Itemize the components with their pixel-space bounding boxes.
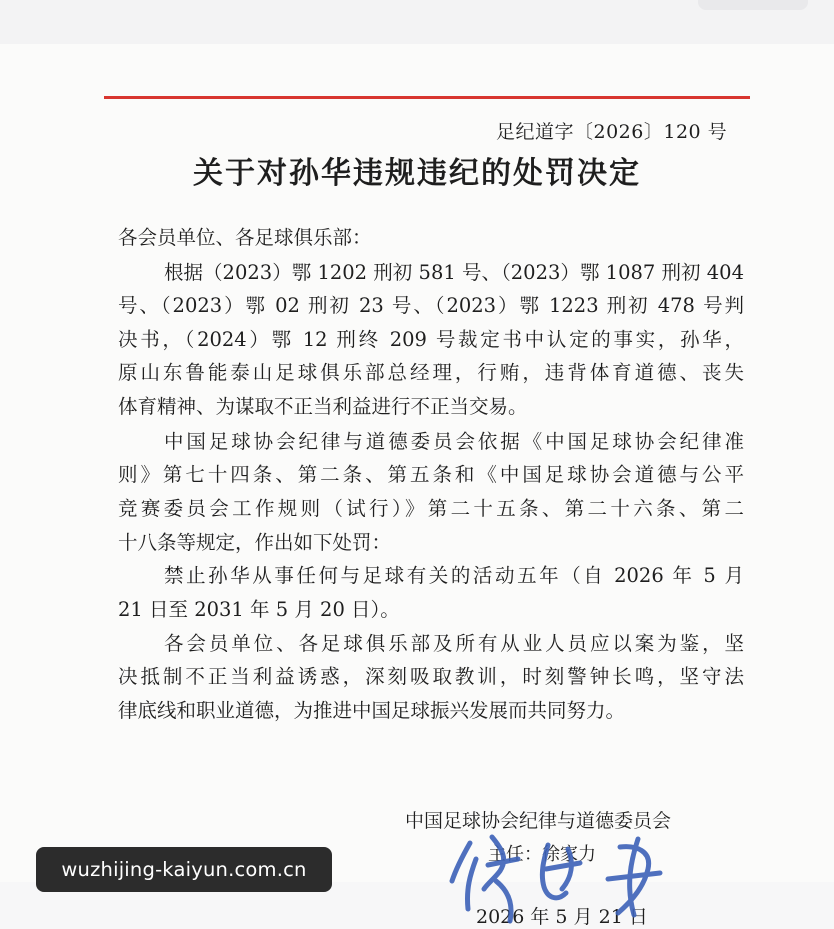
document-title: 关于对孙华违规违纪的处罚决定 xyxy=(193,156,641,191)
watermark-badge xyxy=(36,847,332,892)
body-line: 十八条等规定，作出如下处罚： xyxy=(118,531,392,554)
body-line: 则》第七十四条、第二条、第五条和《中国足球协会道德与公平 xyxy=(118,463,744,486)
body-line: 体育精神、为谋取不正当利益进行不正当交易。 xyxy=(118,395,528,418)
document-page xyxy=(0,44,834,928)
body-line: 竞赛委员会工作规则（试行）》第二十五条、第二十六条、第二 xyxy=(118,497,744,520)
body-line: 中国足球协会纪律与道德委员会依据《中国足球协会纪律准 xyxy=(164,430,744,453)
body-line: 决抵制不正当利益诱惑，深刻吸取教训，时刻警钟长鸣，坚守法 xyxy=(118,665,744,688)
salutation: 各会员单位、各足球俱乐部： xyxy=(118,226,372,249)
top-bar xyxy=(0,0,834,44)
signature-date: 2026 年 5 月 21 日 xyxy=(476,906,648,928)
watermark-text: wuzhijing-kaiyun.com.cn xyxy=(61,858,307,881)
body-line: 21 日至 2031 年 5 月 20 日）。 xyxy=(118,598,400,621)
body-line: 禁止孙华从事任何与足球有关的活动五年（自 2026 年 5 月 xyxy=(164,564,744,587)
document-number: 足纪道字〔2026〕120 号 xyxy=(496,121,728,143)
body-line: 原山东鲁能泰山足球俱乐部总经理，行贿，违背体育道德、丧失 xyxy=(118,361,744,384)
signatory-organization: 中国足球协会纪律与道德委员会 xyxy=(405,810,672,832)
body-line: 各会员单位、各足球俱乐部及所有从业人员应以案为鉴，坚 xyxy=(164,632,744,655)
red-header-rule xyxy=(104,96,750,99)
body-line: 根据（2023）鄂 1202 刑初 581 号、（2023）鄂 1087 刑初 404 xyxy=(164,261,744,284)
body-line: 号、（2023）鄂 02 刑初 23 号、（2023）鄂 1223 刑初 478 号判 xyxy=(118,294,744,317)
handwritten-signature xyxy=(448,829,698,926)
top-bar-handle xyxy=(698,0,808,10)
body-line: 律底线和职业道德，为推进中国足球振兴发展而共同努力。 xyxy=(118,699,626,722)
body-line: 决书，（2024）鄂 12 刑终 209 号裁定书中认定的事实，孙华， xyxy=(118,328,744,351)
signatory-person: 主任：徐家力 xyxy=(488,844,596,865)
